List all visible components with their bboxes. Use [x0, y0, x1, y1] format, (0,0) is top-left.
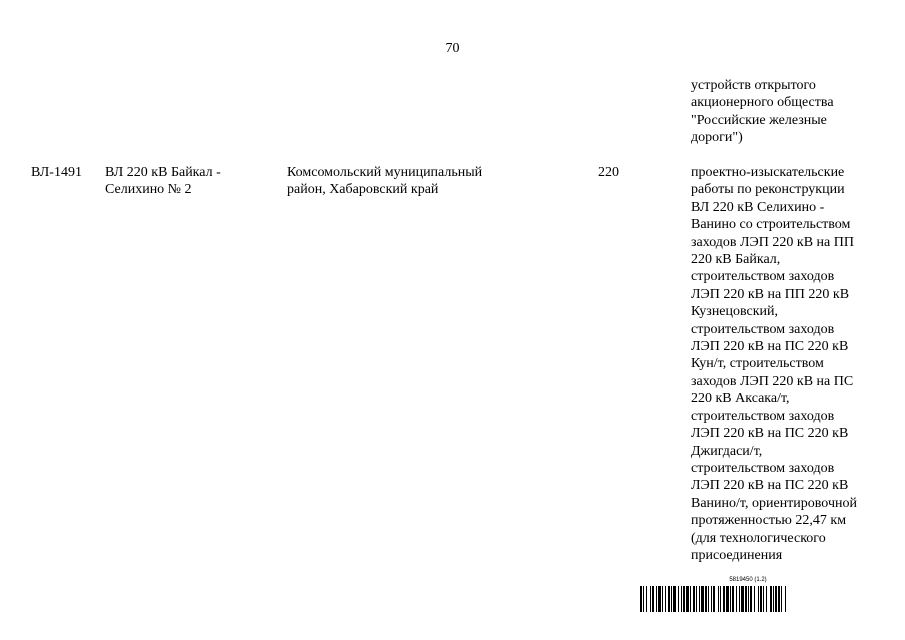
line-name-cell: ВЛ 220 кВ Байкал - Селихино № 2: [105, 165, 221, 198]
document-barcode: [640, 576, 856, 616]
location-cell: Комсомольский муниципальный район, Хабаровский край: [287, 165, 483, 198]
voltage-cell: 220: [598, 165, 619, 180]
line-id-cell: ВЛ-1491: [31, 165, 82, 180]
barcode-label: 5819450 (1.2): [729, 577, 767, 583]
page-number: 70: [445, 41, 460, 56]
continued-purpose-text: устройств открытого акционерного общества "Российские железные дороги"): [691, 78, 834, 146]
barcode-icon: [640, 586, 856, 612]
purpose-cell: проектно-изыскательские работы по реконструкции ВЛ 220 кВ Селихино - Ванино со строительством заходов ЛЭП 220 кВ на ПП 220 кВ Байкал, строительством заходов ЛЭП 220 кВ на ПП 220 кВ Кузнецовский, строительством заходов ЛЭП 220 кВ на ПС 220 кВ Кун/т, строительством заходов ЛЭП 220 кВ на ПС 220 кВ Аксака/т, строительством заходов ЛЭП 220 кВ на ПС 220 кВ Джигдаси/т, строительством заходов ЛЭП 220 кВ на ПС 220 кВ Ванино/т, ориентировочной протяженностью 22,47 км (для технологического присоединения: [691, 165, 857, 563]
